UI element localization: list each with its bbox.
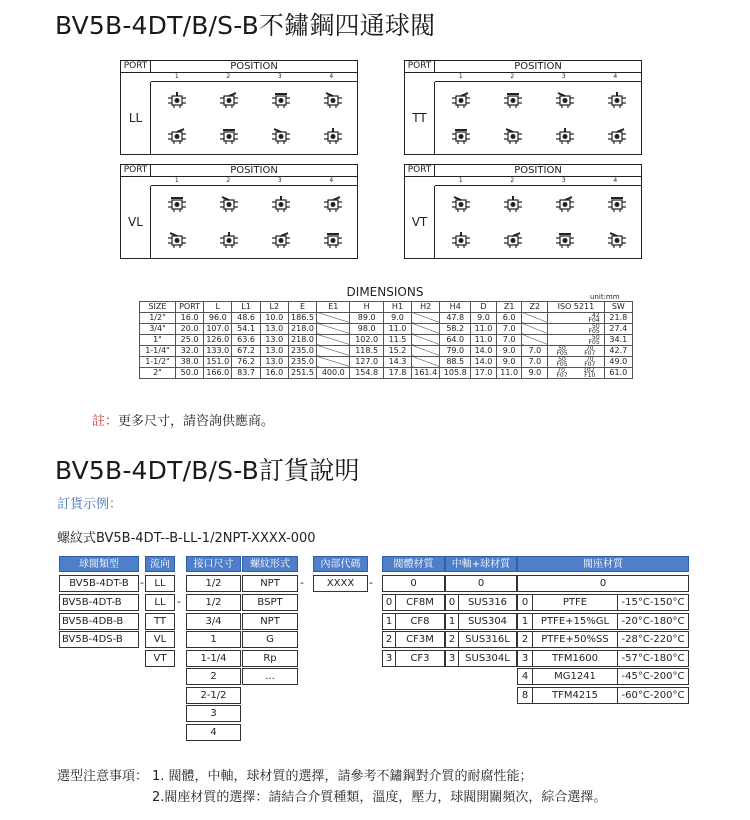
seat-material: PTFE+15%GL	[532, 613, 618, 630]
flow-option: LL	[145, 594, 175, 611]
position-number: 2	[226, 73, 231, 80]
valve-position-icon	[219, 196, 239, 212]
position-number: 1	[174, 177, 179, 184]
dim-cell: 38.0	[175, 356, 203, 367]
port-label: PORT	[121, 165, 151, 177]
valve-position-icon	[503, 232, 523, 248]
dim-iso-cell: 50 70 F05 F07	[548, 356, 604, 367]
dim-header: SW	[604, 302, 632, 313]
shaft-material: SUS304	[458, 613, 517, 630]
dim-cell: 79.0	[440, 345, 471, 356]
position-number: 3	[277, 73, 282, 80]
seat-code: 0	[517, 594, 533, 611]
order-header-size: 接口尺寸	[186, 556, 241, 572]
dim-cell: 13.0	[260, 334, 288, 345]
thread-option: G	[242, 631, 298, 648]
size-option: 4	[186, 724, 241, 741]
dim-cell: 54.1	[232, 323, 260, 334]
unit-label: unit:mm	[590, 293, 620, 301]
order-example: 螺紋式BV5B-4DT--B-LL-1/2NPT-XXXX-000	[57, 531, 316, 546]
dim-iso-cell: 50 F05	[548, 323, 604, 334]
selection-label: 選型注意事項：	[57, 769, 149, 784]
dim-row	[140, 334, 633, 345]
dim-cell: 9.0	[471, 312, 497, 323]
dim-cell: 61.0	[604, 367, 632, 378]
dim-row	[140, 323, 633, 334]
order-selected-flow: LL	[145, 575, 175, 592]
dim-row	[140, 312, 633, 323]
dim-header: ISO 5211	[548, 302, 604, 313]
valve-position-icon	[219, 232, 239, 248]
dim-cell: 9.0	[383, 312, 411, 323]
position-label: POSITION	[514, 165, 562, 176]
shaft-code: 2	[445, 631, 459, 648]
dim-row	[140, 356, 633, 367]
seat-code: 3	[517, 650, 533, 667]
dim-cell: 63.6	[232, 334, 260, 345]
dim-row	[140, 345, 633, 356]
dim-iso-cell: 50 F05	[548, 334, 604, 345]
seat-temperature: -60°C-200°C	[617, 687, 689, 704]
order-dash: -	[140, 576, 144, 589]
dim-cell: 50.0	[175, 367, 203, 378]
order-selected-size: 1/2	[186, 575, 241, 592]
size-option: 1-1/4	[186, 650, 241, 667]
valve-position-icon	[219, 128, 239, 144]
dim-cell: 7.0	[522, 356, 548, 367]
dim-cell: 151.0	[204, 356, 232, 367]
dim-cell: 17.8	[383, 367, 411, 378]
dim-empty-cell	[522, 323, 548, 334]
dim-header: PORT	[175, 302, 203, 313]
dim-cell: 7.0	[522, 345, 548, 356]
dim-cell: 27.4	[604, 323, 632, 334]
dimensions-title: DIMENSIONS	[346, 285, 424, 299]
seat-code: 8	[517, 687, 533, 704]
seat-code: 2	[517, 631, 533, 648]
dim-header: H2	[412, 302, 440, 313]
dim-row	[140, 367, 633, 378]
seat-temperature: -28°C-220°C	[617, 631, 689, 648]
seat-temperature: -15°C-150°C	[617, 594, 689, 611]
seat-material: MG1241	[532, 668, 618, 685]
position-number: 3	[277, 177, 282, 184]
position-number: 4	[613, 73, 618, 80]
port-type-label: VT	[405, 186, 435, 258]
port-label: PORT	[121, 61, 151, 73]
dim-cell: 118.5	[350, 345, 383, 356]
dim-cell: 1-1/4"	[140, 345, 176, 356]
dim-cell: 218.0	[288, 323, 316, 334]
order-header-type: 球閥類型	[59, 556, 139, 572]
order-header-code: 內部代碼	[313, 556, 368, 572]
dim-cell: 7.0	[496, 334, 522, 345]
dim-cell: 83.7	[232, 367, 260, 378]
dim-header: Z1	[496, 302, 522, 313]
dim-cell: 1"	[140, 334, 176, 345]
dim-empty-cell	[317, 323, 350, 334]
position-number: 4	[329, 73, 334, 80]
seat-material: TFM4215	[532, 687, 618, 704]
shaft-material: SUS304L	[458, 650, 517, 667]
dim-cell: 14.0	[471, 345, 497, 356]
port-diagram-tt	[404, 60, 642, 155]
dim-cell: 13.0	[260, 356, 288, 367]
shaft-code: 1	[445, 613, 459, 630]
order-dash: -	[300, 576, 304, 589]
dim-cell: 98.0	[350, 323, 383, 334]
port-diagram-vt	[404, 164, 642, 259]
order-selected-type: BV5B-4DT-B	[59, 575, 139, 592]
type-option: BV5B-4DS-B	[59, 631, 139, 648]
flow-option: TT	[145, 613, 175, 630]
selection-note-2: 2.閥座材質的選擇：請結合介質種類，溫度，壓力，球閥開關頻次，綜合選擇。	[152, 790, 607, 805]
valve-position-icon	[555, 128, 575, 144]
order-selected-code: XXXX	[313, 575, 368, 592]
thread-option: BSPT	[242, 594, 298, 611]
valve-position-icon	[555, 92, 575, 108]
dim-header: Z2	[522, 302, 548, 313]
order-selected-seat: 0	[517, 575, 689, 592]
valve-position-icon	[555, 232, 575, 248]
dim-cell: 127.0	[350, 356, 383, 367]
seat-temperature: -45°C-200°C	[617, 668, 689, 685]
dim-cell: 20.0	[175, 323, 203, 334]
valve-position-icon	[323, 92, 343, 108]
position-number: 3	[561, 177, 566, 184]
dim-cell: 126.0	[204, 334, 232, 345]
dim-iso-cell: 70 102 F07 F10	[548, 367, 604, 378]
valve-position-icon	[451, 92, 471, 108]
dim-cell: 161.4	[412, 367, 440, 378]
body-material: CF8M	[395, 594, 445, 611]
dim-cell: 49.0	[604, 356, 632, 367]
dim-cell: 96.0	[204, 312, 232, 323]
position-number: 1	[174, 73, 179, 80]
valve-position-icon	[323, 196, 343, 212]
dim-cell: 166.0	[204, 367, 232, 378]
dim-cell: 16.0	[175, 312, 203, 323]
dimensions-table	[139, 301, 633, 379]
position-number: 1	[458, 73, 463, 80]
dim-cell: 47.8	[440, 312, 471, 323]
valve-position-icon	[607, 92, 627, 108]
dim-cell: 133.0	[204, 345, 232, 356]
valve-position-icon	[167, 92, 187, 108]
dim-cell: 48.6	[232, 312, 260, 323]
dim-cell: 64.0	[440, 334, 471, 345]
dim-cell: 58.2	[440, 323, 471, 334]
position-number: 2	[510, 73, 515, 80]
body-code: 1	[382, 613, 396, 630]
dim-cell: 1-1/2"	[140, 356, 176, 367]
selection-note-1: 1. 閥體，中軸，球材質的選擇，請參考不鏽鋼對介質的耐腐性能；	[152, 769, 533, 784]
thread-option: ...	[242, 668, 298, 685]
seat-temperature: -57°C-180°C	[617, 650, 689, 667]
dim-cell: 9.0	[522, 367, 548, 378]
order-header-flow: 流向	[145, 556, 175, 572]
note-text: 註：更多尺寸，請咨詢供應商。	[92, 414, 275, 429]
flow-option: VT	[145, 650, 175, 667]
order-dash: -	[177, 595, 181, 608]
order-example-label: 訂貨示例：	[57, 497, 123, 512]
order-header-body: 閥體材質	[382, 556, 445, 572]
dim-empty-cell	[412, 356, 440, 367]
body-code: 3	[382, 650, 396, 667]
dim-cell: 17.0	[471, 367, 497, 378]
position-label: POSITION	[514, 61, 562, 72]
dim-empty-cell	[412, 312, 440, 323]
dim-header: SIZE	[140, 302, 176, 313]
dim-cell: 11.0	[383, 323, 411, 334]
dim-cell: 1/2"	[140, 312, 176, 323]
dim-empty-cell	[317, 312, 350, 323]
dim-cell: 13.0	[260, 323, 288, 334]
valve-position-icon	[503, 196, 523, 212]
dim-cell: 107.0	[204, 323, 232, 334]
port-label: PORT	[405, 165, 435, 177]
seat-material: PTFE+50%SS	[532, 631, 618, 648]
dim-empty-cell	[522, 312, 548, 323]
position-number: 2	[510, 177, 515, 184]
valve-position-icon	[167, 196, 187, 212]
seat-material: PTFE	[532, 594, 618, 611]
dim-cell: 15.2	[383, 345, 411, 356]
dim-cell: 2"	[140, 367, 176, 378]
valve-position-icon	[167, 232, 187, 248]
dim-cell: 6.0	[496, 312, 522, 323]
valve-position-icon	[451, 232, 471, 248]
dim-iso-cell: 42 F04	[548, 312, 604, 323]
shaft-material: SUS316	[458, 594, 517, 611]
order-dash: -	[369, 576, 373, 589]
valve-position-icon	[451, 128, 471, 144]
body-code: 2	[382, 631, 396, 648]
size-option: 1/2	[186, 594, 241, 611]
dim-cell: 10.0	[260, 312, 288, 323]
page-title: BV5B-4DT/B/S-B不鏽鋼四通球閥	[55, 11, 436, 40]
dim-cell: 218.0	[288, 334, 316, 345]
valve-position-icon	[323, 128, 343, 144]
dim-cell: 102.0	[350, 334, 383, 345]
dim-empty-cell	[317, 334, 350, 345]
dim-cell: 154.8	[350, 367, 383, 378]
dim-cell: 235.0	[288, 356, 316, 367]
seat-code: 1	[517, 613, 533, 630]
order-header-thread: 螺紋形式	[242, 556, 298, 572]
dim-cell: 400.0	[317, 367, 350, 378]
dim-cell: 76.2	[232, 356, 260, 367]
shaft-material: SUS316L	[458, 631, 517, 648]
dim-cell: 9.0	[496, 356, 522, 367]
dim-cell: 7.0	[496, 323, 522, 334]
order-selected-shaft: 0	[445, 575, 517, 592]
valve-position-icon	[607, 232, 627, 248]
dim-header: H4	[440, 302, 471, 313]
dim-header: H1	[383, 302, 411, 313]
port-type-label: TT	[405, 82, 435, 154]
dim-header: L	[204, 302, 232, 313]
type-option: BV5B-4DT-B	[59, 594, 139, 611]
seat-temperature: -20°C-180°C	[617, 613, 689, 630]
dim-header: E	[288, 302, 316, 313]
flow-option: VL	[145, 631, 175, 648]
dim-iso-cell: 50 70 F05 F07	[548, 345, 604, 356]
order-title: BV5B-4DT/B/S-B訂貨說明	[55, 456, 360, 485]
dim-cell: 34.1	[604, 334, 632, 345]
port-label: PORT	[405, 61, 435, 73]
dim-cell: 11.0	[496, 367, 522, 378]
size-option: 2	[186, 668, 241, 685]
seat-material: TFM1600	[532, 650, 618, 667]
dim-cell: 14.3	[383, 356, 411, 367]
position-number: 1	[458, 177, 463, 184]
dim-cell: 14.0	[471, 356, 497, 367]
dim-empty-cell	[412, 334, 440, 345]
seat-code: 4	[517, 668, 533, 685]
dim-header: L1	[232, 302, 260, 313]
port-type-label: LL	[121, 82, 151, 154]
valve-position-icon	[271, 196, 291, 212]
size-option: 2-1/2	[186, 687, 241, 704]
valve-position-icon	[503, 128, 523, 144]
order-header-seat: 閥座材質	[517, 556, 689, 572]
dim-cell: 186.5	[288, 312, 316, 323]
dim-cell: 67.2	[232, 345, 260, 356]
dim-empty-cell	[522, 334, 548, 345]
valve-position-icon	[323, 232, 343, 248]
body-material: CF3M	[395, 631, 445, 648]
position-number: 4	[613, 177, 618, 184]
order-header-shaft: 中軸+球材質	[445, 556, 517, 572]
position-label: POSITION	[230, 165, 278, 176]
dim-cell: 42.7	[604, 345, 632, 356]
thread-option: NPT	[242, 613, 298, 630]
valve-position-icon	[271, 128, 291, 144]
dim-cell: 11.5	[383, 334, 411, 345]
body-material: CF3	[395, 650, 445, 667]
valve-position-icon	[451, 196, 471, 212]
dim-cell: 13.0	[260, 345, 288, 356]
dim-cell: 16.0	[260, 367, 288, 378]
port-diagram-vl	[120, 164, 358, 259]
dim-empty-cell	[412, 345, 440, 356]
valve-position-icon	[503, 92, 523, 108]
position-number: 2	[226, 177, 231, 184]
valve-position-icon	[167, 128, 187, 144]
size-option: 3/4	[186, 613, 241, 630]
dim-header: H	[350, 302, 383, 313]
dim-cell: 235.0	[288, 345, 316, 356]
size-option: 1	[186, 631, 241, 648]
shaft-code: 0	[445, 594, 459, 611]
dim-cell: 25.0	[175, 334, 203, 345]
dim-empty-cell	[317, 356, 350, 367]
valve-position-icon	[607, 128, 627, 144]
dim-cell: 32.0	[175, 345, 203, 356]
order-selected-body: 0	[382, 575, 445, 592]
size-option: 3	[186, 705, 241, 722]
port-type-label: VL	[121, 186, 151, 258]
dim-header: L2	[260, 302, 288, 313]
valve-position-icon	[271, 92, 291, 108]
shaft-code: 3	[445, 650, 459, 667]
position-number: 3	[561, 73, 566, 80]
valve-position-icon	[219, 92, 239, 108]
thread-option: Rp	[242, 650, 298, 667]
type-option: BV5B-4DB-B	[59, 613, 139, 630]
dim-empty-cell	[317, 345, 350, 356]
dim-header: D	[471, 302, 497, 313]
position-number: 4	[329, 177, 334, 184]
dim-cell: 3/4"	[140, 323, 176, 334]
dim-cell: 9.0	[496, 345, 522, 356]
dim-cell: 105.8	[440, 367, 471, 378]
dim-empty-cell	[412, 323, 440, 334]
valve-position-icon	[271, 232, 291, 248]
port-diagram-ll	[120, 60, 358, 155]
dim-cell: 251.5	[288, 367, 316, 378]
dim-cell: 89.0	[350, 312, 383, 323]
valve-position-icon	[607, 196, 627, 212]
dim-cell: 21.8	[604, 312, 632, 323]
valve-position-icon	[555, 196, 575, 212]
order-selected-thread: NPT	[242, 575, 298, 592]
body-material: CF8	[395, 613, 445, 630]
dim-header: E1	[317, 302, 350, 313]
dim-cell: 88.5	[440, 356, 471, 367]
position-label: POSITION	[230, 61, 278, 72]
body-code: 0	[382, 594, 396, 611]
dim-cell: 11.0	[471, 323, 497, 334]
dim-cell: 11.0	[471, 334, 497, 345]
